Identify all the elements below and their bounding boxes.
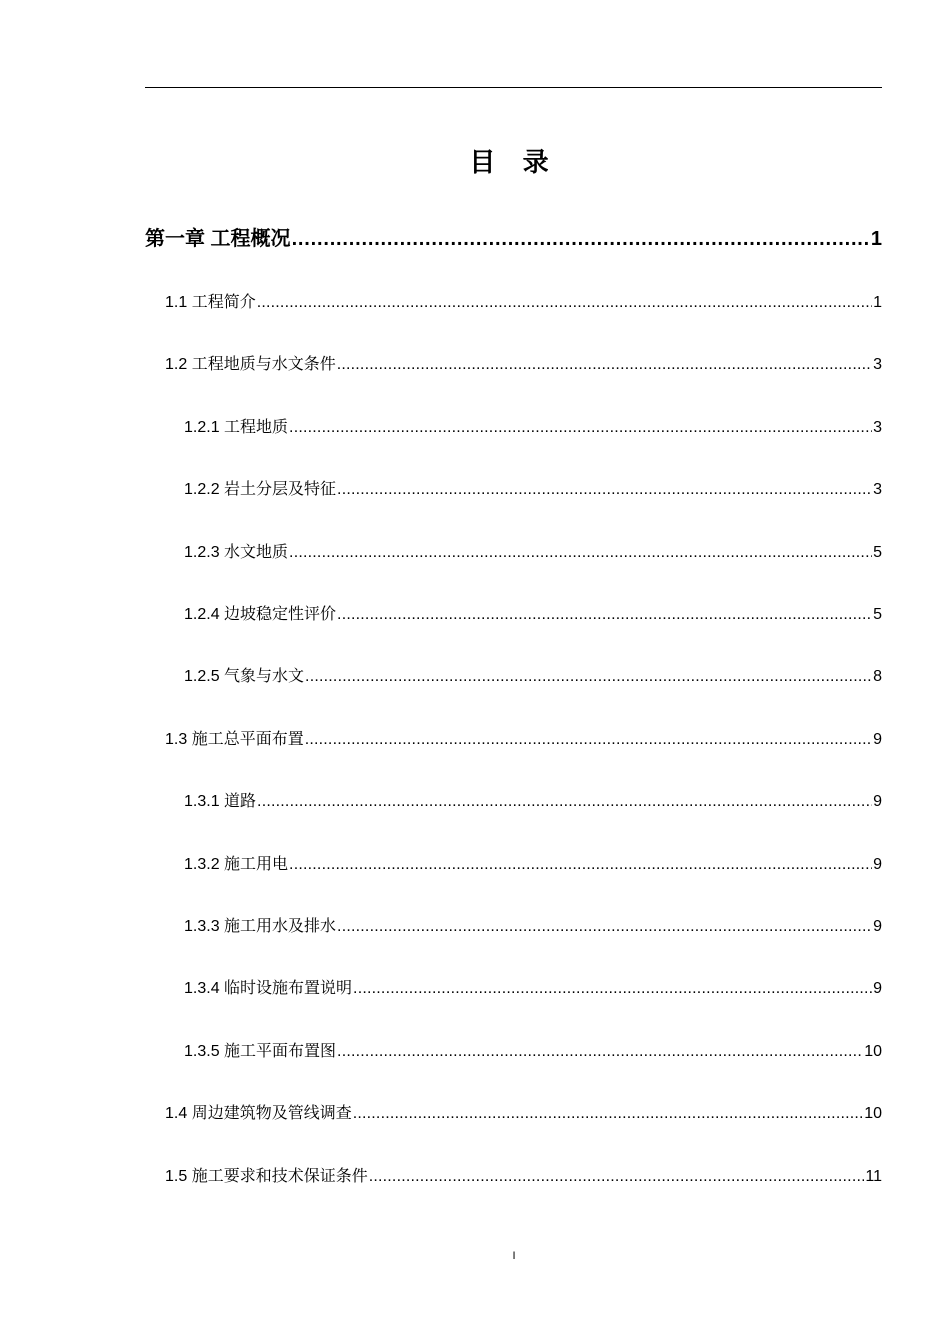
toc-leader-dots: [305, 728, 872, 752]
toc-entry-label: 1.4 周边建筑物及管线调查: [165, 1105, 352, 1122]
toc-entry-label: 1.3.5 施工平面布置图: [184, 1043, 337, 1060]
toc-leader-dots: [292, 227, 870, 251]
toc-entry-label: 1.5 施工要求和技术保证条件: [165, 1168, 368, 1185]
toc-entry-page: 10: [864, 1043, 882, 1060]
toc-leader-dots: [257, 291, 872, 315]
toc-entry-1-4[interactable]: [165, 1102, 882, 1126]
page-number: I: [512, 1250, 516, 1262]
toc-entry-page: 3: [873, 481, 882, 498]
toc-leader-dots: [353, 977, 872, 1001]
toc-leader-dots: [337, 1040, 863, 1064]
toc-leader-dots: [353, 1102, 864, 1126]
toc-leader-dots: [337, 915, 872, 939]
toc-entry-page: 5: [873, 544, 882, 561]
toc-leader-dots: [305, 665, 872, 689]
toc-leader-dots: [257, 790, 872, 814]
toc-entry-label: 1.1 工程简介: [165, 294, 256, 311]
toc-entry-label: 1.2.3 水文地质: [184, 544, 289, 561]
toc-entry-label: 1.3.3 施工用水及排水: [184, 918, 337, 935]
toc-leader-dots: [369, 1165, 865, 1189]
toc-entry-1-3-5[interactable]: [184, 1040, 882, 1064]
toc-entry-page: 10: [864, 1105, 882, 1122]
toc-entry-1-2[interactable]: [165, 353, 882, 377]
toc-entry-1-3-2[interactable]: [184, 853, 882, 877]
toc-leader-dots: [289, 853, 872, 877]
toc-entry-label: 1.3.2 施工用电: [184, 856, 289, 873]
toc-entry-page: 9: [873, 918, 882, 935]
toc-leader-dots: [289, 541, 872, 565]
toc-entry-label: 1.2.4 边坡稳定性评价: [184, 606, 337, 623]
toc-entry-page: 9: [873, 856, 882, 873]
toc-leader-dots: [337, 478, 872, 502]
toc-entry-1-2-5[interactable]: [184, 665, 882, 689]
toc-entry-page: 8: [873, 668, 882, 685]
toc-entry-1-3-1[interactable]: [184, 790, 882, 814]
toc-entry-1-2-3[interactable]: [184, 541, 882, 565]
toc-entry-page: 9: [873, 731, 882, 748]
toc-entry-page: 3: [873, 356, 882, 373]
toc-entry-page: 5: [873, 606, 882, 623]
toc-entry-label: 1.3.4 临时设施布置说明: [184, 980, 353, 997]
toc-entry-label: 第一章 工程概况: [145, 228, 291, 250]
toc-entry-1-3-4[interactable]: [184, 977, 882, 1001]
toc-entry-page: 11: [865, 1168, 882, 1185]
toc-entry-page: 1: [870, 228, 882, 250]
toc-entry-1-3-3[interactable]: [184, 915, 882, 939]
toc-entry-1-5[interactable]: [165, 1165, 882, 1189]
toc-entry-label: 1.2.5 气象与水文: [184, 668, 305, 685]
toc-entry-1-2-2[interactable]: [184, 478, 882, 502]
toc-entry-page: 1: [873, 294, 882, 311]
toc-entry-1-2-4[interactable]: [184, 603, 882, 627]
toc-entry-label: 1.2 工程地质与水文条件: [165, 356, 336, 373]
toc-entry-1-3[interactable]: [165, 728, 882, 752]
toc-title: 目 录: [469, 147, 559, 177]
toc-entry-page: 9: [873, 980, 882, 997]
toc-entry-page: 9: [873, 793, 882, 810]
toc-entry-label: 1.3.1 道路: [184, 793, 257, 810]
toc-leader-dots: [337, 603, 872, 627]
toc-entry-page: 3: [873, 419, 882, 436]
toc-entry-1-2-1[interactable]: [184, 416, 882, 440]
toc-entry-label: 1.2.1 工程地质: [184, 419, 289, 436]
toc-entry-label: 1.3 施工总平面布置: [165, 731, 304, 748]
toc-entry-chapter-1[interactable]: [145, 227, 882, 251]
toc-leader-dots: [337, 353, 872, 377]
toc-entry-1-1[interactable]: [165, 291, 882, 315]
toc-entry-label: 1.2.2 岩土分层及特征: [184, 481, 337, 498]
toc-leader-dots: [289, 416, 872, 440]
